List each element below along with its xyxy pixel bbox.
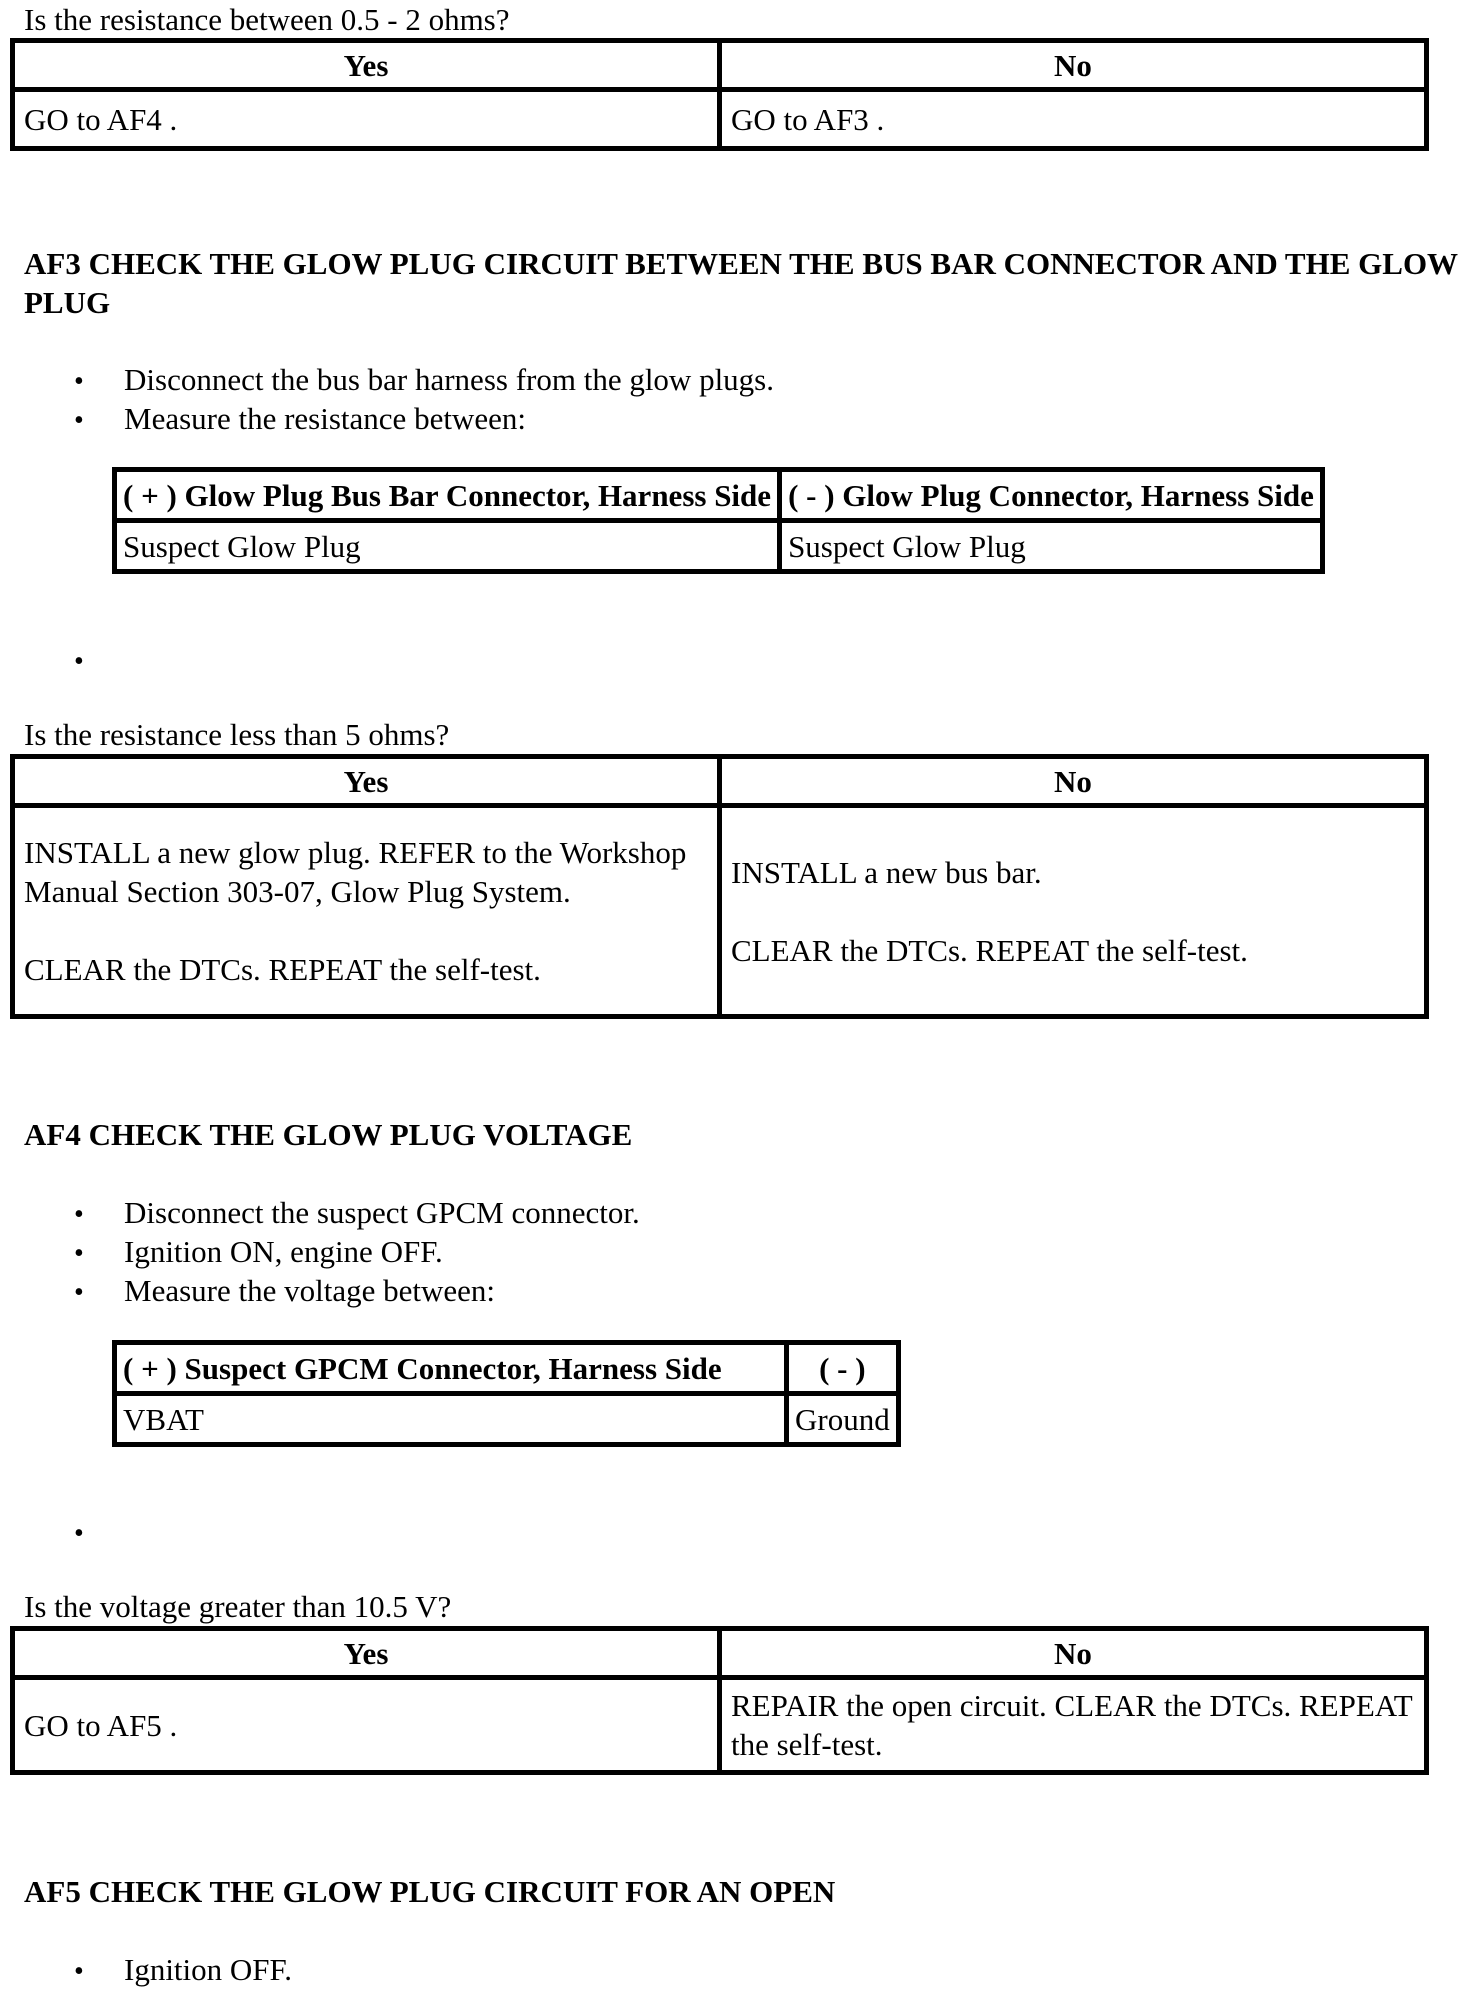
af3-heading: AF3 CHECK THE GLOW PLUG CIRCUIT BETWEEN THE BUS BAR CONNECTOR AND THE GLOW PLUG <box>24 246 1458 320</box>
bullet <box>74 1193 84 1234</box>
af5-step-1: Ignition OFF. <box>124 1952 293 1987</box>
no-action <box>722 808 1424 1014</box>
no-action-line-1: INSTALL a new bus bar. <box>731 854 1042 890</box>
yes-header: Yes <box>15 759 717 803</box>
af4-measurement-table <box>112 1340 901 1447</box>
yes-header: Yes <box>15 1631 717 1675</box>
pos-value: Suspect Glow Plug <box>117 523 777 569</box>
yes-action-line-1: INSTALL a new glow plug. REFER to the Workshop Manual Section 303-07, Glow Plug System. <box>24 835 687 909</box>
yes-action: GO to AF5 . <box>15 1680 717 1770</box>
yes-header: Yes <box>15 43 717 87</box>
no-header: No <box>722 43 1424 87</box>
neg-value: Ground <box>789 1396 896 1442</box>
af4-step-2: Ignition ON, engine OFF. <box>124 1234 443 1269</box>
af3-step-2: Measure the resistance between: <box>124 401 526 436</box>
yes-action-line-2: CLEAR the DTCs. REPEAT the self-test. <box>24 952 541 987</box>
no-action: REPAIR the open circuit. CLEAR the DTCs. REPEAT the self-test. <box>722 1680 1424 1770</box>
yes-action <box>15 808 717 1014</box>
yes-action: GO to AF4 . <box>15 92 717 146</box>
question-resistance-range: Is the resistance between 0.5 - 2 ohms? <box>24 2 510 37</box>
no-action-line-2: CLEAR the DTCs. REPEAT the self-test. <box>731 932 1248 968</box>
yes-no-table-af3 <box>10 754 1429 1019</box>
af4-heading: AF4 CHECK THE GLOW PLUG VOLTAGE <box>24 1117 633 1152</box>
neg-header: ( - ) <box>789 1345 896 1391</box>
neg-value: Suspect Glow Plug <box>782 523 1320 569</box>
pos-header: ( + ) Suspect GPCM Connector, Harness Side <box>117 1345 784 1391</box>
bullet <box>74 640 84 681</box>
pos-header: ( + ) Glow Plug Bus Bar Connector, Harness Side <box>117 472 777 518</box>
question-resistance-less: Is the resistance less than 5 ohms? <box>24 717 450 752</box>
bullet <box>74 1512 84 1553</box>
af4-step-3: Measure the voltage between: <box>124 1273 495 1308</box>
no-header: No <box>722 1631 1424 1675</box>
bullet <box>74 1950 84 1991</box>
yes-no-table-af4 <box>10 1626 1429 1775</box>
bullet <box>74 360 84 401</box>
bullet <box>74 399 84 440</box>
yes-no-table-af2 <box>10 38 1429 151</box>
af3-step-1: Disconnect the bus bar harness from the glow plugs. <box>124 362 775 397</box>
bullet <box>74 1271 84 1312</box>
pos-value: VBAT <box>117 1396 784 1442</box>
no-action: GO to AF3 . <box>722 92 1424 146</box>
af3-measurement-table <box>112 467 1325 574</box>
af4-step-1: Disconnect the suspect GPCM connector. <box>124 1195 640 1230</box>
bullet <box>74 1232 84 1273</box>
question-voltage: Is the voltage greater than 10.5 V? <box>24 1589 452 1624</box>
neg-header: ( - ) Glow Plug Connector, Harness Side <box>782 472 1320 518</box>
af5-heading: AF5 CHECK THE GLOW PLUG CIRCUIT FOR AN OPEN <box>24 1874 836 1909</box>
no-header: No <box>722 759 1424 803</box>
